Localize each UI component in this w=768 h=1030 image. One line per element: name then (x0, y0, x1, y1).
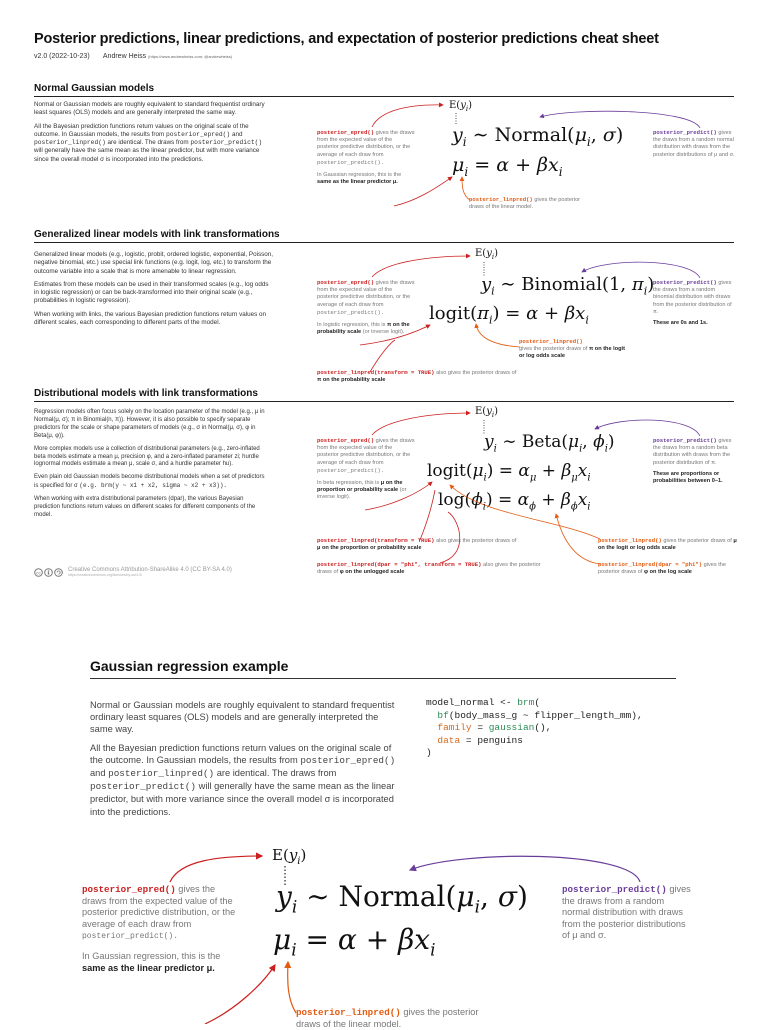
section-heading-distributional: Distributional models with link transformations (34, 388, 258, 399)
epred-mu-arrow (365, 482, 432, 510)
epred-arrow (170, 856, 262, 882)
epred-note: posterior_epred() gives the draws from the expected value of the posterior predictive distribution, or the average of each draw from posterior_predict(). In Gaussian regression, this is the same as the linear predictor μ. (317, 129, 415, 186)
page-title: Posterior predictions, linear predictions, and expectation of posterior predictions cheat sheet (34, 31, 659, 47)
epred-note: posterior_epred() gives the draws from the expected value of the posterior predictive distribution, or the average of each draw from posterior_predict(). In beta regression, this is μ on the proportion or probability scale (or inverse logit). (317, 437, 415, 501)
expectation-label: $E(y_i)$ (475, 248, 499, 261)
expectation-label: $E(y_i)$ (449, 100, 473, 113)
linpred-phi-transform-arrow (440, 512, 460, 563)
epred-arrow (372, 105, 443, 127)
author: Andrew Heiss (102, 53, 147, 60)
paragraph: More complex models use a collection of distributional parameters (e.g., zero-inflated beta models estimate a mean μ, precision φ, and a zero-inflated parameter zi; hurdle lognormal models estimate a mean μ, scale σ, and a hurdle parameter hu). (34, 445, 260, 468)
license-url[interactable]: https://creativecommons.org/licenses/by-sa/4.0/ (68, 573, 142, 577)
linpred-arrow (462, 177, 470, 200)
expectation-label: $E(y_i)$ (475, 406, 499, 419)
epred-mu-arrow (394, 177, 452, 206)
paragraph: Generalized linear models (e.g., logistic, probit, ordered logistic, exponential, Poisson, negative binomial, etc.) use special link functions (e.g. logit, log, etc.) to transform the outcome variable into a scale that is more amenable to linear regression. (34, 251, 274, 275)
linpred-transform-arrow (420, 490, 435, 540)
linpred-note: posterior_linpred() gives the posterior draws of the linear model. (469, 196, 581, 211)
linpred-note: posterior_linpred() gives the posterior draws of the linear model. (296, 1007, 479, 1029)
epred-arrow (372, 256, 470, 277)
example-heading: Gaussian regression example (90, 658, 289, 674)
section-heading-glm: Generalized linear models with link transformations (34, 229, 280, 240)
linpred-phi-transform-note: posterior_linpred(dpar = "phi", transform = TRUE) also gives the posterior draws of φ on the unlogged scale (317, 561, 541, 576)
predict-note: posterior_predict() gives the draws from a random normal distribution with draws from the posterior distributions of μ and σ. (562, 884, 691, 941)
equation-likelihood: $y_i$ ∼ $Normal(\mu_i$, σ) (276, 880, 528, 918)
paragraph: Normal or Gaussian models are roughly equivalent to standard frequentist ordinary least squares (OLS) models and are generally interpreted the same way. (90, 700, 395, 735)
linpred-arrow (476, 324, 520, 347)
paragraph: Normal or Gaussian models are roughly equivalent to standard frequentist ordinary least squares (OLS) models and are generally interpreted the same way. (34, 101, 265, 117)
version: v2.0 (2022-10-23) (34, 53, 90, 60)
predict-note: posterior_predict() gives the draws from a random normal distribution with draws from the posterior distributions of μ and σ. (653, 129, 735, 158)
license-text: Creative Commons Attribution-ShareAlike 4.0 (CC BY-SA 4.0) (68, 567, 232, 573)
paragraph: When working with extra distributional parameters (dpar), the various Bayesian prediction functions return values on different scales for different components of the model. (34, 496, 256, 518)
epred-note: posterior_epred() gives the draws from the expected value of the posterior predictive distribution, or the average of each draw from posterior_predict(). In logistic regression, this is π on the probability scale (or inverse logit). (317, 279, 415, 336)
predict-note: posterior_predict() gives the draws from a random binomial distribution with draws from the posterior distribution of π. These are 0s and 1s. (653, 279, 732, 327)
linpred-phi-arrow (556, 514, 600, 564)
code-block: model_normal <- brm( bf(body_mass_g ~ flipper_length_mm), family = gaussian(), data = penguins ) (426, 697, 643, 759)
paragraph: Regression models often focus solely on the location parameter of the model (e.g., μ in Normal(μ, σ); π in Binomial(n, π)). However, it is also possible to specify separate predictors for the scale or shape parameters of models (e.g., σ in Normal(μ, σ), φ in Beta(μ, φ)). (34, 409, 265, 439)
equation-phi: $\log(\phi_i) = \alpha_\phi + \beta_\phi x_i$ (438, 490, 591, 513)
predict-arrow (410, 856, 640, 882)
predict-arrow (595, 420, 700, 436)
svg-text:cc: cc (36, 569, 41, 575)
equation-likelihood: $y_i$ ∼ $Beta(\mu_i$, $\phi_i$) (484, 432, 615, 455)
linpred-transform-note: posterior_linpred(transform = TRUE) also gives the posterior draws of π on the probability scale (317, 369, 517, 384)
epred-note: posterior_epred() gives the draws from the expected value of the posterior predictive distribution, or the average of each draw from posterior_predict(). In Gaussian regression, this is the same as the linear predictor μ. (82, 884, 236, 973)
predict-arrow (540, 111, 700, 128)
paragraph: All the Bayesian prediction functions return values on the original scale of the outcome. In Gaussian models, the results from posterior_epred() and posterior_linpred() are identical. The draws from posterior_predict() will generally have the same mean as the linear predictor, but with more variance since the overall model σ is incorporated into the predictions. (34, 122, 263, 163)
paragraph: Estimates from these models can be used in their transformed scales (e.g., log odds in logistic regression) or can be back-transformed into their original scale (e.g., probabilities in logistic regression). (34, 280, 269, 305)
equation-linear: $\mu_i = \alpha + \beta x_i$ (452, 154, 563, 179)
paragraph: Even plain old Gaussian models become distributional models when a set of predictors is specified for σ (e.g. brm(y ~ x1 + x2, sigma ~ x2 + x3)). (34, 474, 265, 490)
paragraph: When working with links, the various Bayesian prediction functions return values on different scales, each corresponding to different parts of the model. (34, 310, 267, 327)
epred-mu-arrow (205, 965, 275, 1024)
equation-linear: $logit(\pi_i) = \alpha + \beta x_i$ (429, 303, 589, 327)
epred-pi-arrow (360, 325, 430, 345)
linpred-transform-note: posterior_linpred(transform = TRUE) also gives the posterior draws of μ on the proportion or probability scale (317, 537, 517, 552)
predict-arrow (582, 262, 700, 278)
equation-likelihood: $y_i$ ∼ Binomial(1, $\pi_i$) (481, 274, 655, 298)
linpred-phi-note: posterior_linpred(dpar = "phi") gives the posterior draws of φ on the log scale (598, 561, 727, 576)
section-heading-normal: Normal Gaussian models (34, 83, 155, 94)
linpred-mu-arrow (450, 485, 600, 539)
linpred-note: posterior_linpred() gives the posterior draws of μ on the logit or log odds scale (598, 537, 737, 552)
equation-mu: $logit(\mu_i) = \alpha_\mu + \beta_\mu x_i$ (427, 461, 591, 484)
linpred-transform-arrow (370, 340, 395, 372)
expectation-label: $E(y_i)$ (272, 846, 307, 867)
linpred-arrow (288, 962, 296, 1013)
paragraph: All the Bayesian prediction functions return values on the original scale of the outcome. In Gaussian models, the results from posterior_epred() and posterior_linpred() are identical. The draws from posterior_predict() will generally have the same mean as the linear predictor, but with more variance since the overall model σ is incorporated into the predictions. (90, 742, 396, 817)
epred-arrow (372, 413, 470, 435)
equation-likelihood: $y_i$ ∼ $Normal(\mu_i$, σ) (452, 124, 624, 149)
predict-note: posterior_predict() gives the draws from a random beta distribution with draws from the posterior distribution of π. These are proportions or probabilities between 0–1. (653, 437, 732, 485)
equation-linear: $\mu_i = \alpha + \beta x_i$ (273, 923, 436, 961)
author-links[interactable]: (https://www.andrewheiss.com; @andrewheiss) (148, 54, 233, 59)
linpred-note: posterior_linpred() gives the posterior draws of π on the logit or log odds scale (519, 338, 625, 360)
